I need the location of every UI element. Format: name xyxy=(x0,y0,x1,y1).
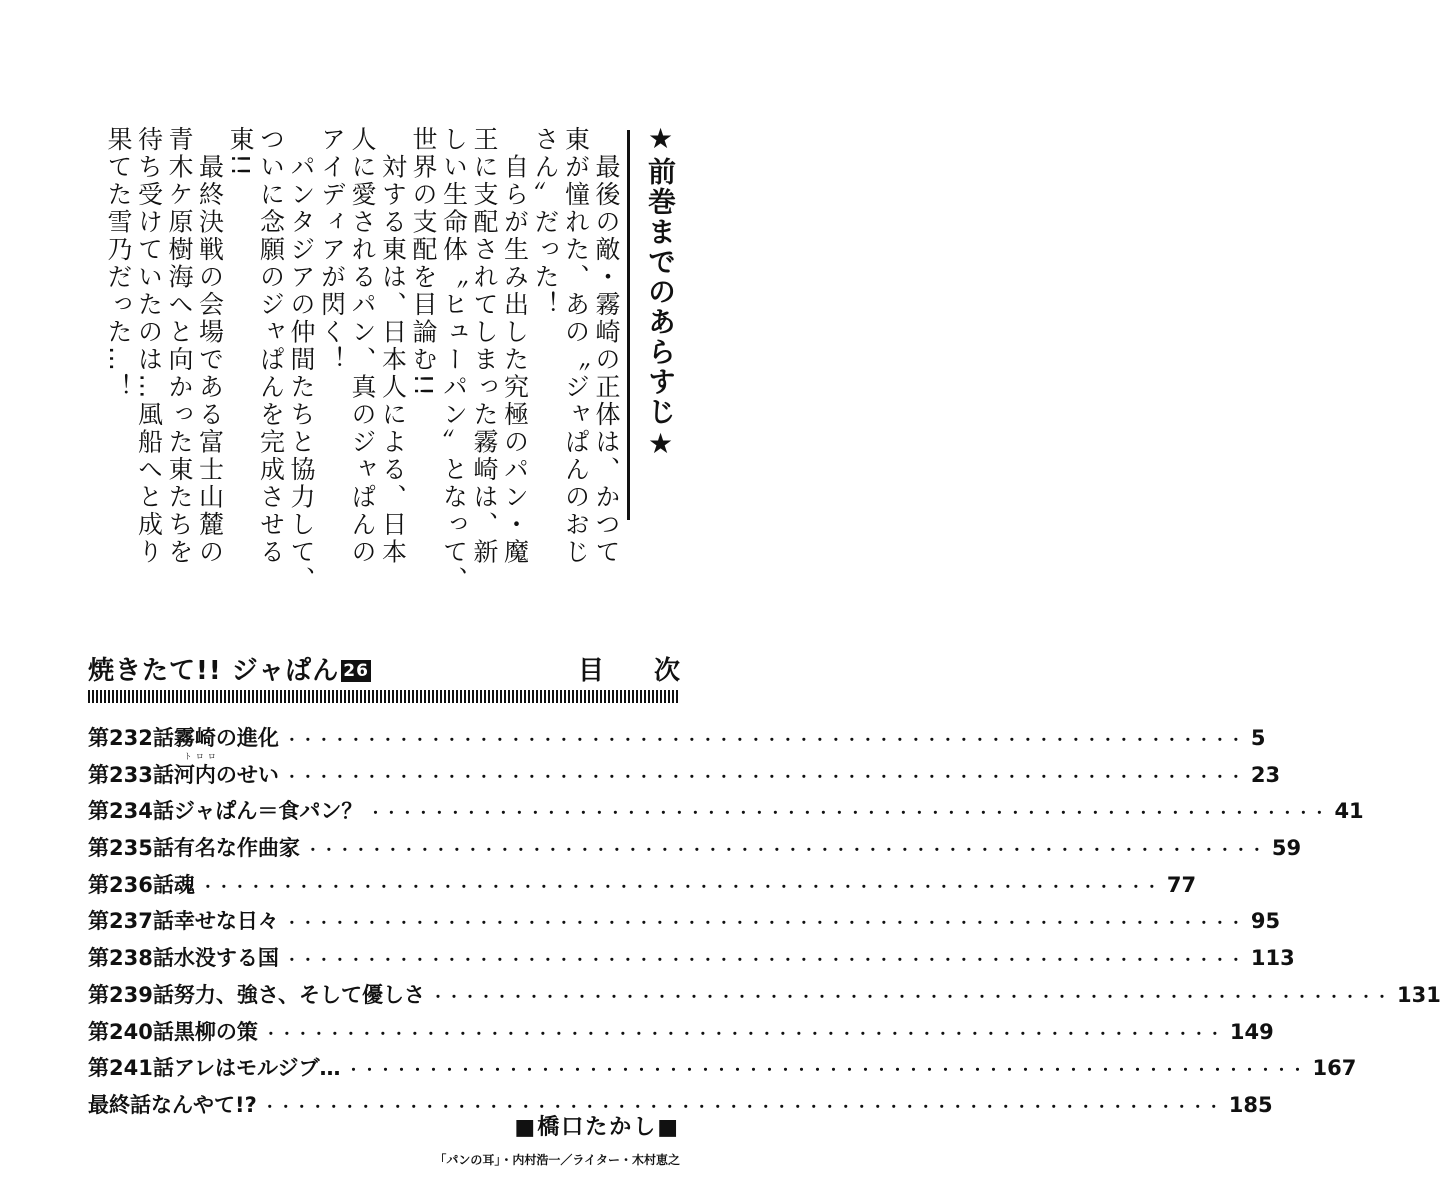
episode-number: 第233話 xyxy=(88,762,174,787)
summary-line: 待ち受けていたのは…風船へと成り xyxy=(134,126,164,566)
episode-number: 第241話 xyxy=(88,1056,174,1081)
episode-title-text: 河内のせい xyxy=(173,762,279,787)
episode-title xyxy=(174,1052,341,1082)
summary-line: しい生命体〝ヒューパン〟となって、 xyxy=(439,126,469,594)
episode-title xyxy=(174,942,279,972)
leader-dots: ・・・・・・・・・・・・・・・・・・・・・・・・・・・・・・・・・・・・・・・・・・・・・・・・・・・・・・・・・・・・ xyxy=(346,1063,1307,1080)
summary-line: 人に愛されるパン、真のジャぱんの xyxy=(348,126,377,566)
episode-number: 第239話 xyxy=(88,982,174,1007)
episode-number: 第237話 xyxy=(88,909,174,934)
toc-entry[interactable] xyxy=(88,795,1364,832)
episode-title xyxy=(174,869,195,899)
episode-title-text: 努力、強さ、そして優しさ xyxy=(173,982,426,1007)
toc-entry[interactable] xyxy=(88,832,1302,869)
decorative-divider xyxy=(88,690,680,703)
previous-volume-summary xyxy=(103,112,681,594)
author-name: ■橋口たかし■ xyxy=(514,1115,680,1140)
toc-entry[interactable] xyxy=(88,979,1441,1016)
episode-title xyxy=(174,795,363,825)
volume-badge: 26 xyxy=(343,661,369,681)
episode-title xyxy=(174,722,279,752)
episode-number: 第236話 xyxy=(88,872,174,897)
episode-title-text: 幸せな日々 xyxy=(173,909,279,934)
episode-title-text: なんやて!? xyxy=(151,1092,257,1117)
summary-line: 世界の支配を目論む!! xyxy=(409,126,438,399)
episode-title xyxy=(174,832,300,862)
summary-line: さん〟だった！ xyxy=(531,126,560,319)
summary-line: 最後の敵・霧崎の正体は、かつて xyxy=(592,126,621,566)
toc-entry[interactable] xyxy=(88,751,1281,796)
leader-dots: ・・・・・・・・・・・・・・・・・・・・・・・・・・・・・・・・・・・・・・・・・・・・・・・・・・・・・・・・・・・・ xyxy=(368,806,1329,823)
toc-header xyxy=(88,650,730,690)
summary-heading: ★前巻までのあらすじ★ xyxy=(644,122,677,462)
series-title-text: 焼きたて!! ジャぱん xyxy=(88,656,340,686)
episode-title xyxy=(174,1016,258,1046)
leader-dots: ・・・・・・・・・・・・・・・・・・・・・・・・・・・・・・・・・・・・・・・・・・・・・・・・・・・・・・・・・・・・ xyxy=(284,953,1245,970)
page-number: 167 xyxy=(1312,1056,1357,1081)
toc-entry[interactable] xyxy=(88,722,1266,759)
leader-dots: ・・・・・・・・・・・・・・・・・・・・・・・・・・・・・・・・・・・・・・・・・・・・・・・・・・・・・・・・・・・・ xyxy=(200,879,1161,896)
table-of-contents xyxy=(88,722,1441,1126)
summary-line: 青木ケ原樹海へと向かった東たちを xyxy=(165,126,194,566)
summary-body xyxy=(103,112,622,594)
series-title xyxy=(88,650,371,687)
summary-line: 東が憧れた、あの〝ジャぱんのおじ xyxy=(561,126,591,566)
episode-title-text: ジャぱん＝食パン？ xyxy=(173,799,363,824)
toc-entry[interactable] xyxy=(88,1016,1274,1053)
summary-line: 東!! xyxy=(226,126,255,179)
episode-number: 第238話 xyxy=(88,946,174,971)
toc-entry[interactable] xyxy=(88,869,1197,906)
episode-number: 第232話 xyxy=(88,726,174,750)
leader-dots: ・・・・・・・・・・・・・・・・・・・・・・・・・・・・・・・・・・・・・・・・・・・・・・・・・・・・・・・・・・・・ xyxy=(284,916,1245,933)
page-number: 41 xyxy=(1334,799,1364,824)
episode-title-text: 有名な作曲家 xyxy=(173,836,300,861)
page-number: 131 xyxy=(1397,982,1441,1007)
summary-line: 最終決戦の会場である富士山麓の xyxy=(195,126,225,566)
summary-line: 対する東は、日本人による、日本 xyxy=(378,126,408,566)
summary-divider xyxy=(627,130,630,520)
page-number: 23 xyxy=(1250,762,1281,787)
page-number: 59 xyxy=(1271,836,1302,861)
leader-dots: ・・・・・・・・・・・・・・・・・・・・・・・・・・・・・・・・・・・・・・・・・・・・・・・・・・・・・・・・・・・・ xyxy=(305,843,1266,860)
page-number: 5 xyxy=(1250,726,1266,750)
episode-title-text: 霧崎の進化 xyxy=(173,726,279,750)
staff-credit: 「パンの耳」・内村浩一／ライター・木村恵之 xyxy=(434,1153,680,1167)
leader-dots: ・・・・・・・・・・・・・・・・・・・・・・・・・・・・・・・・・・・・・・・・・・・・・・・・・・・・・・・・・・・・ xyxy=(431,989,1392,1006)
page-number: 113 xyxy=(1250,946,1295,971)
summary-line: 果てた雪乃だった…！ xyxy=(104,126,133,401)
leader-dots: ・・・・・・・・・・・・・・・・・・・・・・・・・・・・・・・・・・・・・・・・・・・・・・・・・・・・・・・・・・・・ xyxy=(262,1099,1223,1116)
leader-dots: ・・・・・・・・・・・・・・・・・・・・・・・・・・・・・・・・・・・・・・・・・・・・・・・・・・・・・・・・・・・・ xyxy=(263,1026,1224,1043)
page-number: 95 xyxy=(1250,909,1281,934)
leader-dots: ・・・・・・・・・・・・・・・・・・・・・・・・・・・・・・・・・・・・・・・・・・・・・・・・・・・・・・・・・・・・ xyxy=(284,769,1245,786)
episode-title-text: 黒柳の策 xyxy=(173,1019,258,1044)
summary-line: パンタジアの仲間たちと協力して、 xyxy=(287,126,316,594)
toc-entry[interactable] xyxy=(88,1052,1357,1089)
summary-line: 王に支配されてしまった霧崎は、新 xyxy=(470,126,499,566)
episode-title-text: アレはモルジブ… xyxy=(173,1056,341,1081)
episode-title-text: 水没する国 xyxy=(173,946,279,971)
toc-entry[interactable] xyxy=(88,905,1281,942)
leader-dots: ・・・・・・・・・・・・・・・・・・・・・・・・・・・・・・・・・・・・・・・・・・・・・・・・・・・・・・・・・・・・ xyxy=(284,733,1245,749)
page-number: 149 xyxy=(1229,1019,1274,1044)
episode-title xyxy=(173,751,279,789)
toc-label: 目次 xyxy=(577,656,730,686)
episode-number: 第234話 xyxy=(88,799,174,824)
page-number: 77 xyxy=(1166,872,1197,897)
episode-number: 第235話 xyxy=(88,836,174,861)
summary-line: 自らが生み出した究極のパン・魔 xyxy=(500,126,530,566)
summary-line: ついに念願のジャぱんを完成させる xyxy=(256,126,286,566)
episode-title xyxy=(174,979,425,1009)
episode-number: 第240話 xyxy=(88,1019,174,1044)
episode-title xyxy=(151,1089,257,1119)
episode-title-text: 魂 xyxy=(173,872,195,897)
episode-number: 最終話 xyxy=(88,1092,151,1117)
summary-line: アイディアが閃く！ xyxy=(317,126,347,374)
episode-title xyxy=(174,905,279,935)
page-number: 185 xyxy=(1228,1092,1273,1117)
furigana: トロロ xyxy=(183,751,220,761)
toc-entry[interactable] xyxy=(88,942,1295,979)
